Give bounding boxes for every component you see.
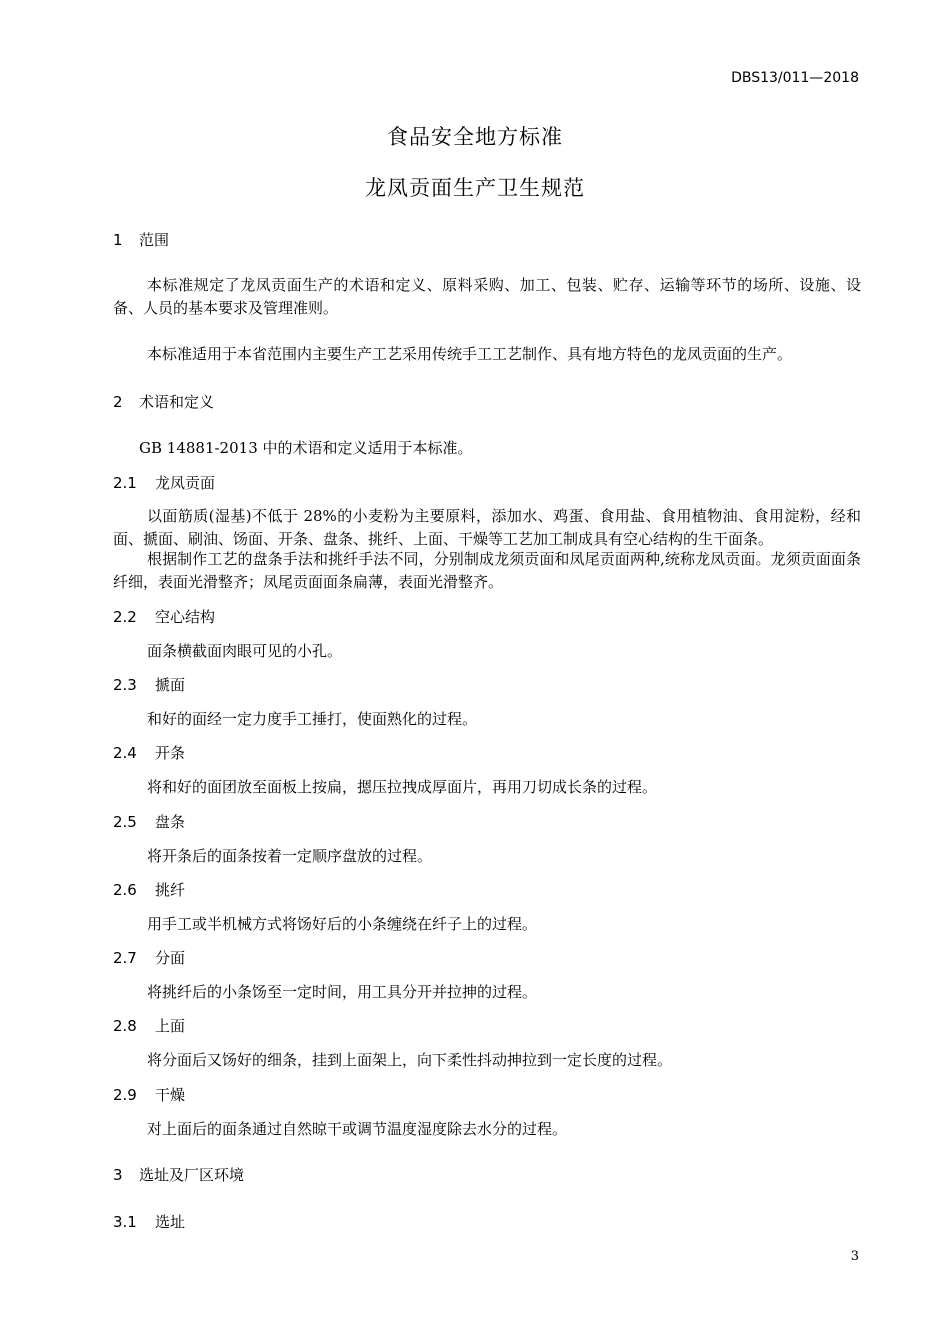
section-number: 1 [113,231,123,249]
section-2-7-text: 将挑纤后的小条饧至一定时间，用工具分开并拉抻的过程。 [147,983,538,1001]
section-2-2-heading [113,606,215,627]
section-number: 2.1 [113,474,137,492]
section-2-9-text: 对上面后的面条通过自然晾干或调节温度湿度除去水分的过程。 [147,1120,568,1138]
standard-title: 食品安全地方标准 [387,125,563,149]
section-number: 2.5 [113,813,137,831]
section-2-5-text: 将开条后的面条按着一定顺序盘放的过程。 [147,847,433,865]
section-2-3-text: 和好的面经一定力度手工捶打，使面熟化的过程。 [147,710,478,728]
section-2-3-heading [113,674,185,695]
section-title: 选址 [155,1213,186,1231]
section-2-2-text: 面条横截面肉眼可见的小孔。 [147,642,343,660]
section-title: 术语和定义 [139,393,215,411]
section-title: 上面 [155,1017,186,1035]
section-number: 2.8 [113,1017,137,1035]
section-2-1-paragraph-1: 以面筋质(湿基)不低于 28%的小麦粉为主要原料，添加水、鸡蛋、食用盐、食用植物油、食用淀粉，经和面、搋面、刷油、饧面、开条、盘条、挑纤、上面、干燥等工艺加工制成具有空心结构的生干面条。 [113,507,861,548]
section-2-9-heading [113,1084,185,1105]
section-number: 3.1 [113,1213,137,1231]
section-2-heading [113,391,214,412]
section-2-1-heading [113,472,215,493]
section-1-heading [113,229,169,250]
section-title: 开条 [155,744,186,762]
section-1-paragraph-1: 本标准规定了龙凤贡面生产的术语和定义、原料采购、加工、包装、贮存、运输等环节的场所、设施、设备、人员的基本要求及管理准则。 [113,276,861,317]
section-3-1-heading [113,1211,185,1232]
section-2-6-text: 用手工或半机械方式将饧好后的小条缠绕在纤子上的过程。 [147,915,538,933]
section-number: 2.4 [113,744,137,762]
section-number: 2.9 [113,1086,137,1104]
page-number: 3 [850,1249,859,1264]
section-title: 选址及厂区环境 [139,1166,245,1184]
section-2-4-text: 将和好的面团放至面板上按扁，摁压拉拽成厚面片，再用刀切成长条的过程。 [147,778,658,796]
section-3-heading [113,1164,244,1185]
section-title: 干燥 [155,1086,186,1104]
section-1-paragraph-2: 本标准适用于本省范围内主要生产工艺采用传统手工工艺制作、具有地方特色的龙凤贡面的生产。 [147,345,793,363]
section-title: 挑纤 [155,881,186,899]
section-number: 2.6 [113,881,137,899]
section-title: 搋面 [155,676,186,694]
section-number: 2.3 [113,676,137,694]
section-2-paragraph-1: GB 14881-2013 中的术语和定义适用于本标准。 [139,439,473,457]
section-2-8-heading [113,1015,185,1036]
document-number: DBS13/011—2018 [731,70,859,86]
section-2-1-paragraph-2: 根据制作工艺的盘条手法和挑纤手法不同，分别制成龙须贡面和凤尾贡面两种,统称龙凤贡面。龙须贡面面条纤细，表面光滑整齐；凤尾贡面面条扁薄，表面光滑整齐。 [113,550,861,591]
section-2-7-heading [113,947,185,968]
section-title: 盘条 [155,813,186,831]
section-title: 空心结构 [155,608,216,626]
section-number: 3 [113,1166,123,1184]
section-title: 分面 [155,949,186,967]
section-title: 龙凤贡面 [155,474,216,492]
section-number: 2.7 [113,949,137,967]
section-number: 2.2 [113,608,137,626]
section-2-8-text: 将分面后又饧好的细条，挂到上面架上，向下柔性抖动抻拉到一定长度的过程。 [147,1051,673,1069]
section-number: 2 [113,393,123,411]
section-2-5-heading [113,811,185,832]
section-2-6-heading [113,879,185,900]
document-title: 龙凤贡面生产卫生规范 [365,176,585,200]
section-title: 范围 [139,231,170,249]
section-2-4-heading [113,742,185,763]
